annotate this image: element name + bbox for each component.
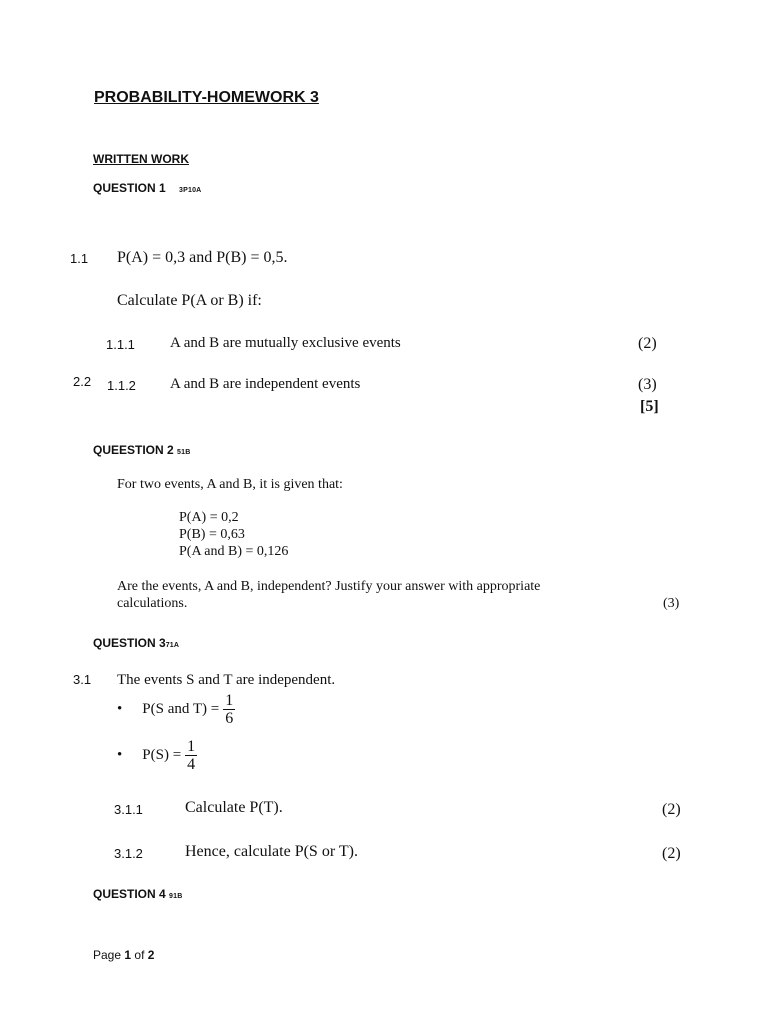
question-4-heading — [93, 887, 182, 901]
page-footer — [93, 948, 154, 962]
item-1-1-1-text: A and B are mutually exclusive events — [170, 335, 401, 351]
footer-page-word: Page — [93, 948, 122, 962]
question-3-1-number: 3.1 — [73, 672, 92, 687]
bullet-1-lhs: P(S and T) = — [142, 701, 220, 717]
question-3-code: 71A — [165, 642, 180, 649]
fraction-denominator: 4 — [187, 756, 196, 773]
question-1-1-number: 1.1 — [70, 251, 89, 266]
bullet-2-lhs: P(S) = — [142, 747, 182, 763]
question-2-given-2: P(B) = 0,63 — [179, 527, 245, 542]
fraction-numerator: 1 — [187, 738, 196, 755]
item-3-1-1-number: 3.1.1 — [114, 802, 143, 817]
item-3-1-1-text: Calculate P(T). — [185, 799, 283, 816]
fraction-numerator: 1 — [225, 692, 234, 709]
question-1-1-instruction: Calculate P(A or B) if: — [117, 292, 262, 309]
question-3-heading — [93, 636, 179, 650]
question-2-heading — [93, 443, 190, 457]
section-heading: WRITTEN WORK — [93, 152, 189, 166]
question-1-label: QUESTION 1 — [93, 181, 166, 195]
page-title: PROBABILITY-HOMEWORK 3 — [94, 89, 319, 106]
question-3-1-statement: The events S and T are independent. — [117, 672, 336, 688]
fraction-one-sixth — [223, 692, 235, 727]
footer-current-page: 1 — [124, 948, 132, 962]
question-3-label: QUESTION 3 — [93, 636, 166, 650]
bullet-1 — [117, 692, 235, 727]
question-2-given-3: P(A and B) = 0,126 — [179, 544, 289, 559]
bullet-dot: • — [117, 701, 123, 717]
bullet-2 — [117, 738, 197, 773]
question-1-code: 3P10A — [179, 187, 202, 194]
question-2-intro: For two events, A and B, it is given that: — [117, 477, 343, 492]
item-1-1-1-marks: (2) — [638, 335, 657, 352]
question-2-label: QUEESTION 2 — [93, 443, 174, 457]
question-1-heading — [93, 181, 201, 195]
item-3-1-2-number: 3.1.2 — [114, 846, 143, 861]
item-3-1-1-marks: (2) — [662, 801, 681, 818]
item-1-1-1-number: 1.1.1 — [106, 337, 135, 352]
question-4-label: QUESTION 4 — [93, 887, 166, 901]
question-2-code: 51B — [177, 449, 191, 456]
item-1-1-2-marks: (3) — [638, 376, 657, 393]
item-1-1-2-text: A and B are independent events — [170, 376, 361, 392]
question-2-text-line-1: Are the events, A and B, independent? Justify your answer with appropriate — [117, 579, 541, 594]
footer-total-pages: 2 — [147, 948, 155, 962]
footer-of-word: of — [134, 948, 145, 962]
question-2-marks: (3) — [663, 596, 680, 611]
question-4-code: 91B — [169, 893, 183, 900]
item-3-1-2-text: Hence, calculate P(S or T). — [185, 843, 358, 860]
side-number: 2.2 — [73, 374, 92, 389]
question-1-1-given: P(A) = 0,3 and P(B) = 0,5. — [117, 249, 288, 266]
fraction-one-quarter — [185, 738, 197, 773]
question-1-total: [5] — [640, 398, 659, 415]
bullet-dot: • — [117, 747, 123, 763]
question-2-text-line-2: calculations. — [117, 596, 188, 611]
item-1-1-2-number: 1.1.2 — [107, 378, 136, 393]
item-3-1-2-marks: (2) — [662, 845, 681, 862]
question-2-given-1: P(A) = 0,2 — [179, 510, 239, 525]
fraction-denominator: 6 — [225, 710, 234, 727]
